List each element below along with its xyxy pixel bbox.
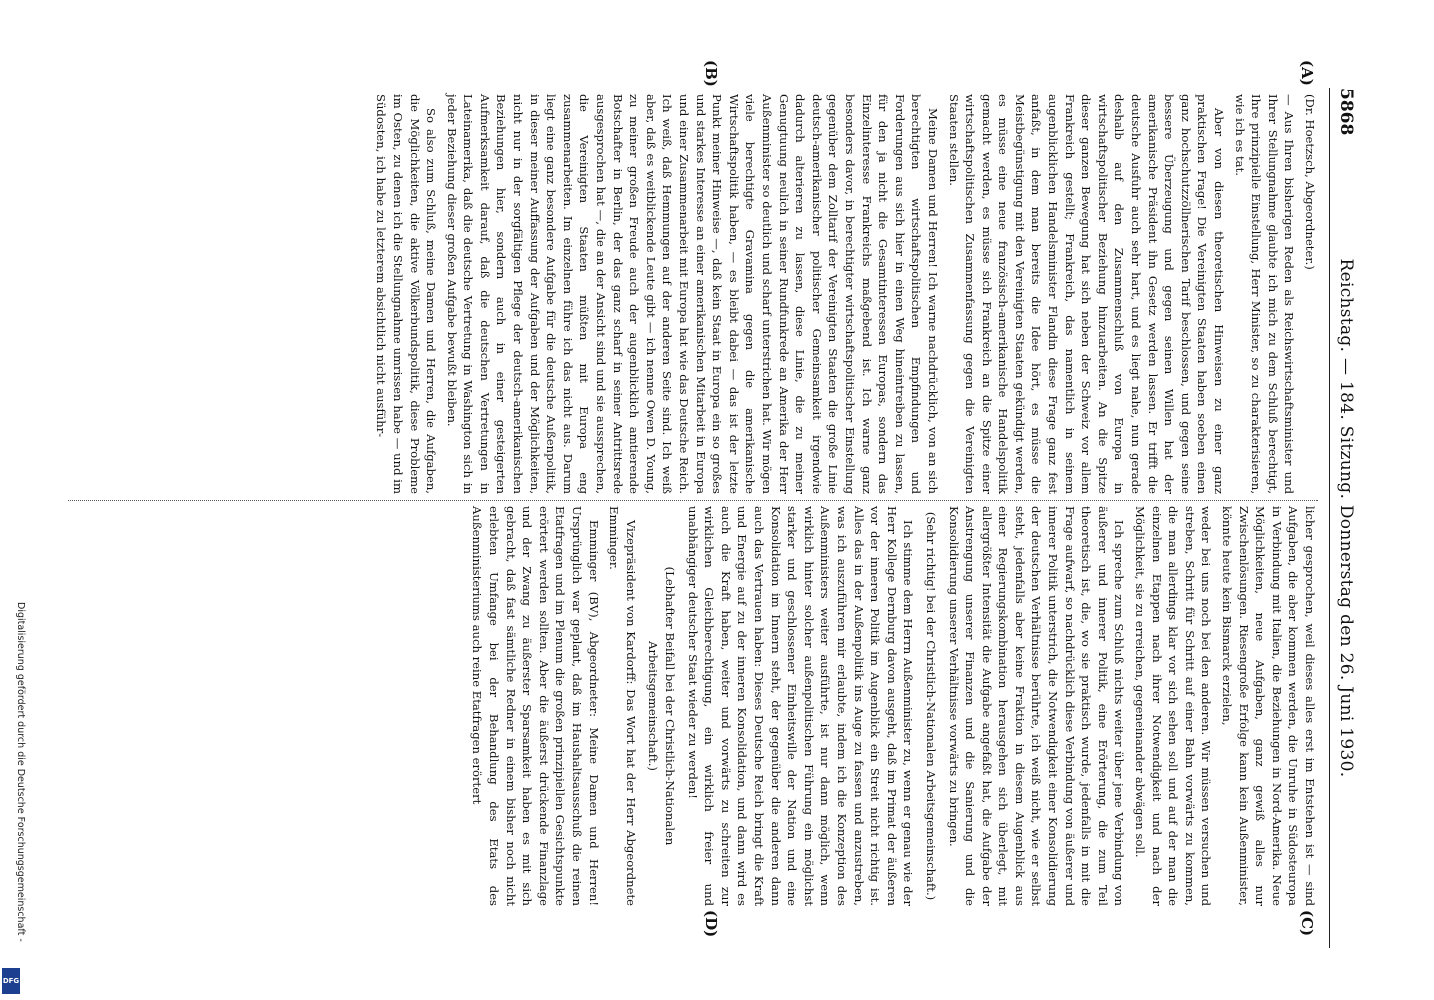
paragraph: Emminger (BV), Abgeordneter: Meine Damen und Herren! Ursprünglich war geplant, daß im Haushaltsausschuß die reinen Etatfragen und im Plenum die großen prinzipiellen Gesichtspunkte erörtert werden sollten. Aber die äußerst drückende Finanzlage und der Zwang zu äußerster Sparsamkeit haben es mit sich gebracht, daß fast sämtliche Redner in einem bisher noch nicht erlebten Umfange bei der Behandlung des Etats des Außenministeriums auch reine Etatfragen erörtert — [470, 506, 601, 906]
speaker-line: (Dr. Hoetzsch, Abgeordneter.) — [1303, 94, 1317, 270]
paragraph: Meine Damen und Herren! Ich warne nachdrücklich, von an sich berechtigten wirtschaftspolitischen Empfindungen und Forderungen aus sich hier in einen Weg hineintreiben zu lassen, für den ja nicht die Gesamtinteressen Europas, sondern das Einzelinteresse Frankreichs maßgebend ist. Ich warne ganz besonders davor, in berechtigter wirtschaftspolitischer Einstellung gegenüber dem Zolltarif der Vereinigten Staaten die große Linie deutsch-amerikanischer politischer Gemeinsamkeit irgendwie dadurch alterieren zu lassen, diese Linie, die zu meiner Genugtuung neulich in seiner Rundfunkrede an Amerika der Herr Außenminister so deutlich und scharf unterstrichen hat. Wir mögen viele berechtigte Gravamina gegen die amerikanische Wirtschaftspolitik haben, — es bleibt dabei — das ist der letzte Punkt meiner Hinweise —, daß kein Staat in Europa ein so großes und starkes Interesse an einer amerikanischen Mitarbeit in Europa und einer Zusammenarbeit mit Europa hat wie das Deutsche Reich. Ich weiß, daß Hemmungen auf der anderen Seite sind. Ich weiß aber, daß es weitblickende Leute gibt — ich nenne Owen D. Young, zu meiner großen Freude auch der augenblicklich amtierende Botschafter in Berlin, der das ganz scharf in seiner Antrittsrede ausgesprochen hat —, die an der Ansicht sind und sie aussprechen, die Vereinigten Staaten müßten mit Europa eng zusammenarbeiten. Im einzelnen führe ich das nicht aus. Darum liegt eine ganz besondere Aufgabe für die deutsche Außenpolitik, in dieser meiner Auffassung der Aufgaben und der Möglichkeiten, nicht nur in der sorgfältigen Pflege der deutsch-amerikanischen Beziehungen hier, sondern auch in einer gesteigerten Aufmerksamkeit darauf, daß die deutschen Vertretungen in Lateinamerika, daß die deutsche Vertretung in Washington sich in jeder Beziehung dieser großen Aufgabe bewußt bleiben. — [444, 94, 940, 494]
applause-note: (Sehr richtig! bei der Christlich-Nationalen Arbeitsgemeinschaft.) — [923, 511, 938, 901]
paragraph: So also zum Schluß, meine Damen und Herren, die Aufgaben, die Möglichkeiten, die aktive Völkerbundspolitik, diese Probleme im Osten, zu denen ich die Stellungnahme umrissen habe — und im Südosten, ich habe zu letzterem absichtlich nicht ausführ- — [374, 94, 439, 494]
paragraph: licher gesprochen, weil dieses alles erst im Entstehen ist — sind Aufgaben, die aber kommen werden, die Unruhe in Südosteuropa in Verbindung mit Italien, die Beziehungen in Nord-Amerika. Neue Möglichkeiten, neue Aufgaben, ganz gewiß alles nur Zwischenlösungen. Riesengroße Erfolge kann kein Außenminister, könnte heute kein Bismarck erzielen, — [1220, 506, 1317, 906]
paragraph: Ich spreche zum Schluß nichts weiter über jene Verbindung von äußerer und innerer Politik, eine Erörterung, die zum Teil theoretisch ist, die, wo sie praktisch wurde, jedenfalls in mit die Frage aufwarf, so nachdrücklich diese Verbindung von äußerer und innerer Politik unterstrich, die Notwendigkeit einer Konsolidierung der deutschen Verhältnisse berührte, ich weiß nicht, wie er selbst steht, jedenfalls aber keine Fraktion in diesem Augenblick aus einer Regierungskombination herausgehen sich überlegt, mit allergrößter Intensität die Aufgabe angefaßt hat, die Aufgabe der Anstrengung unserer Finanzen und die Sanierung und die Konsolidierung unserer Verhältnisse vorwärts zu bringen. — [946, 506, 1127, 906]
vice-president-line: Vizepräsident von Kardorff: Das Wort hat der Herr Abgeordnete Emminger. — [607, 506, 638, 906]
dfg-logo: DFG — [2, 968, 20, 994]
page-number: 5868 — [1336, 88, 1356, 136]
column-separator — [68, 500, 1318, 501]
margin-mark-b: (B) — [702, 60, 720, 87]
paragraph: — Aus Ihren bisherigen Reden als Reichswirtschaftsminister und Ihrer Stellungnahme glaubte ich mich zu dem Schluß berechtigt, Ihre prinzipielle Einstellung, Herr Minister, so zu charakterisieren, wie ich es tat. — [1232, 94, 1297, 494]
paragraph: weder bei uns noch bei den anderen. Wir müssen versuchen und streben, Schritt für Schritt auf einer Bahn vorwärts zu kommen, die man allerdings klar vor sich sehen soll und auf der man die einzelnen Etappen nach ihrer Notwendigkeit und nach der Möglichkeit, sie zu erreichen, gegeneinander abwägen soll. — [1133, 506, 1214, 906]
margin-mark-c: (C) — [1298, 910, 1316, 937]
margin-mark-a: (A) — [1298, 60, 1316, 86]
paragraph: Aber von diesen theoretischen Hinweisen zu einer ganz praktischen Frage! Die Vereinigten Staaten haben soeben einen ganz hochschutzzöllnerischen Tarif beschlossen, und gegen seine bessere Überzeugung und gegen seinen Willen hat der amerikanische Präsident ihn Gesetz werden lassen. Er trifft die deutsche Ausfuhr auch sehr hart, und es liegt nahe, nun gerade deshalb auf den Zusammenschluß von Europa in wirtschaftspolitischer Beziehung hinzuarbeiten. An die Spitze dieser ganzen Bewegung hat sich neben der Schweiz vor allem Frankreich gestellt; Frankreich, das namentlich in seinem augenblicklichen Handelsminister Flandin diese Frage ganz fest anfaßt, in dem man bereits die Idee hört, es müsse die Meistbegünstigung mit den Vereinigten Staaten gekündigt werden, es müsse eine neue französisch-amerikanische Handelspolitik gemacht werden, es müsse sich Frankreich an die Spitze einer wirtschaftspolitischen Zusammenfassung gegen die Vereinigten Staaten stellen. — [946, 94, 1227, 494]
left-column — [369, 94, 1318, 494]
digitization-note — [4, 602, 26, 994]
digitization-note-text: Digitalisierung gefördert durch die Deutsche Forschungsgemeinschaft - — [15, 602, 26, 942]
paragraph: Ich stimme dem Herrn Außenminister zu, wenn er genau wie der Herr Kollege Dernburg davon ausgeht, daß im Primat der äußeren vor der inneren Politik im Augenblick ein Streit nicht richtig ist. Alles das in der Außenpolitik ins Auge zu fassen und anzustreben, was ich auszuführen mir erlaubte, indem ich die Konzeption des Außenministers weiter ausführte, ist nur dann möglich, wenn wirklich hinter solcher außenpolitischen Führung ein möglichst starker und geschlossener Einheitswille der Nation und eine Konsolidation im Innern steht, der gegenüber die anderen dann auch das Vertrauen haben: Dieses Deutsche Reich bringt die Kraft und Energie auf zu der inneren Konsolidation, und dann wird es auch die Kraft haben, weiter und vorwärts zu schreiten zur wirklichen Gleichberechtigung, ein wirklich freier und unabhängiger deutscher Staat wieder zu werden! — [685, 506, 916, 906]
margin-mark-d: (D) — [702, 910, 720, 938]
applause-note: (Lebhafter Beifall bei der Christlich-Nationalen Arbeitsgemeinschaft.) — [646, 566, 678, 846]
header-title: Reichstag. — 184. Sitzung. Donnerstag den 26. Juni 1930. — [1336, 258, 1356, 778]
right-column — [465, 506, 1318, 906]
page-header — [1329, 88, 1356, 948]
